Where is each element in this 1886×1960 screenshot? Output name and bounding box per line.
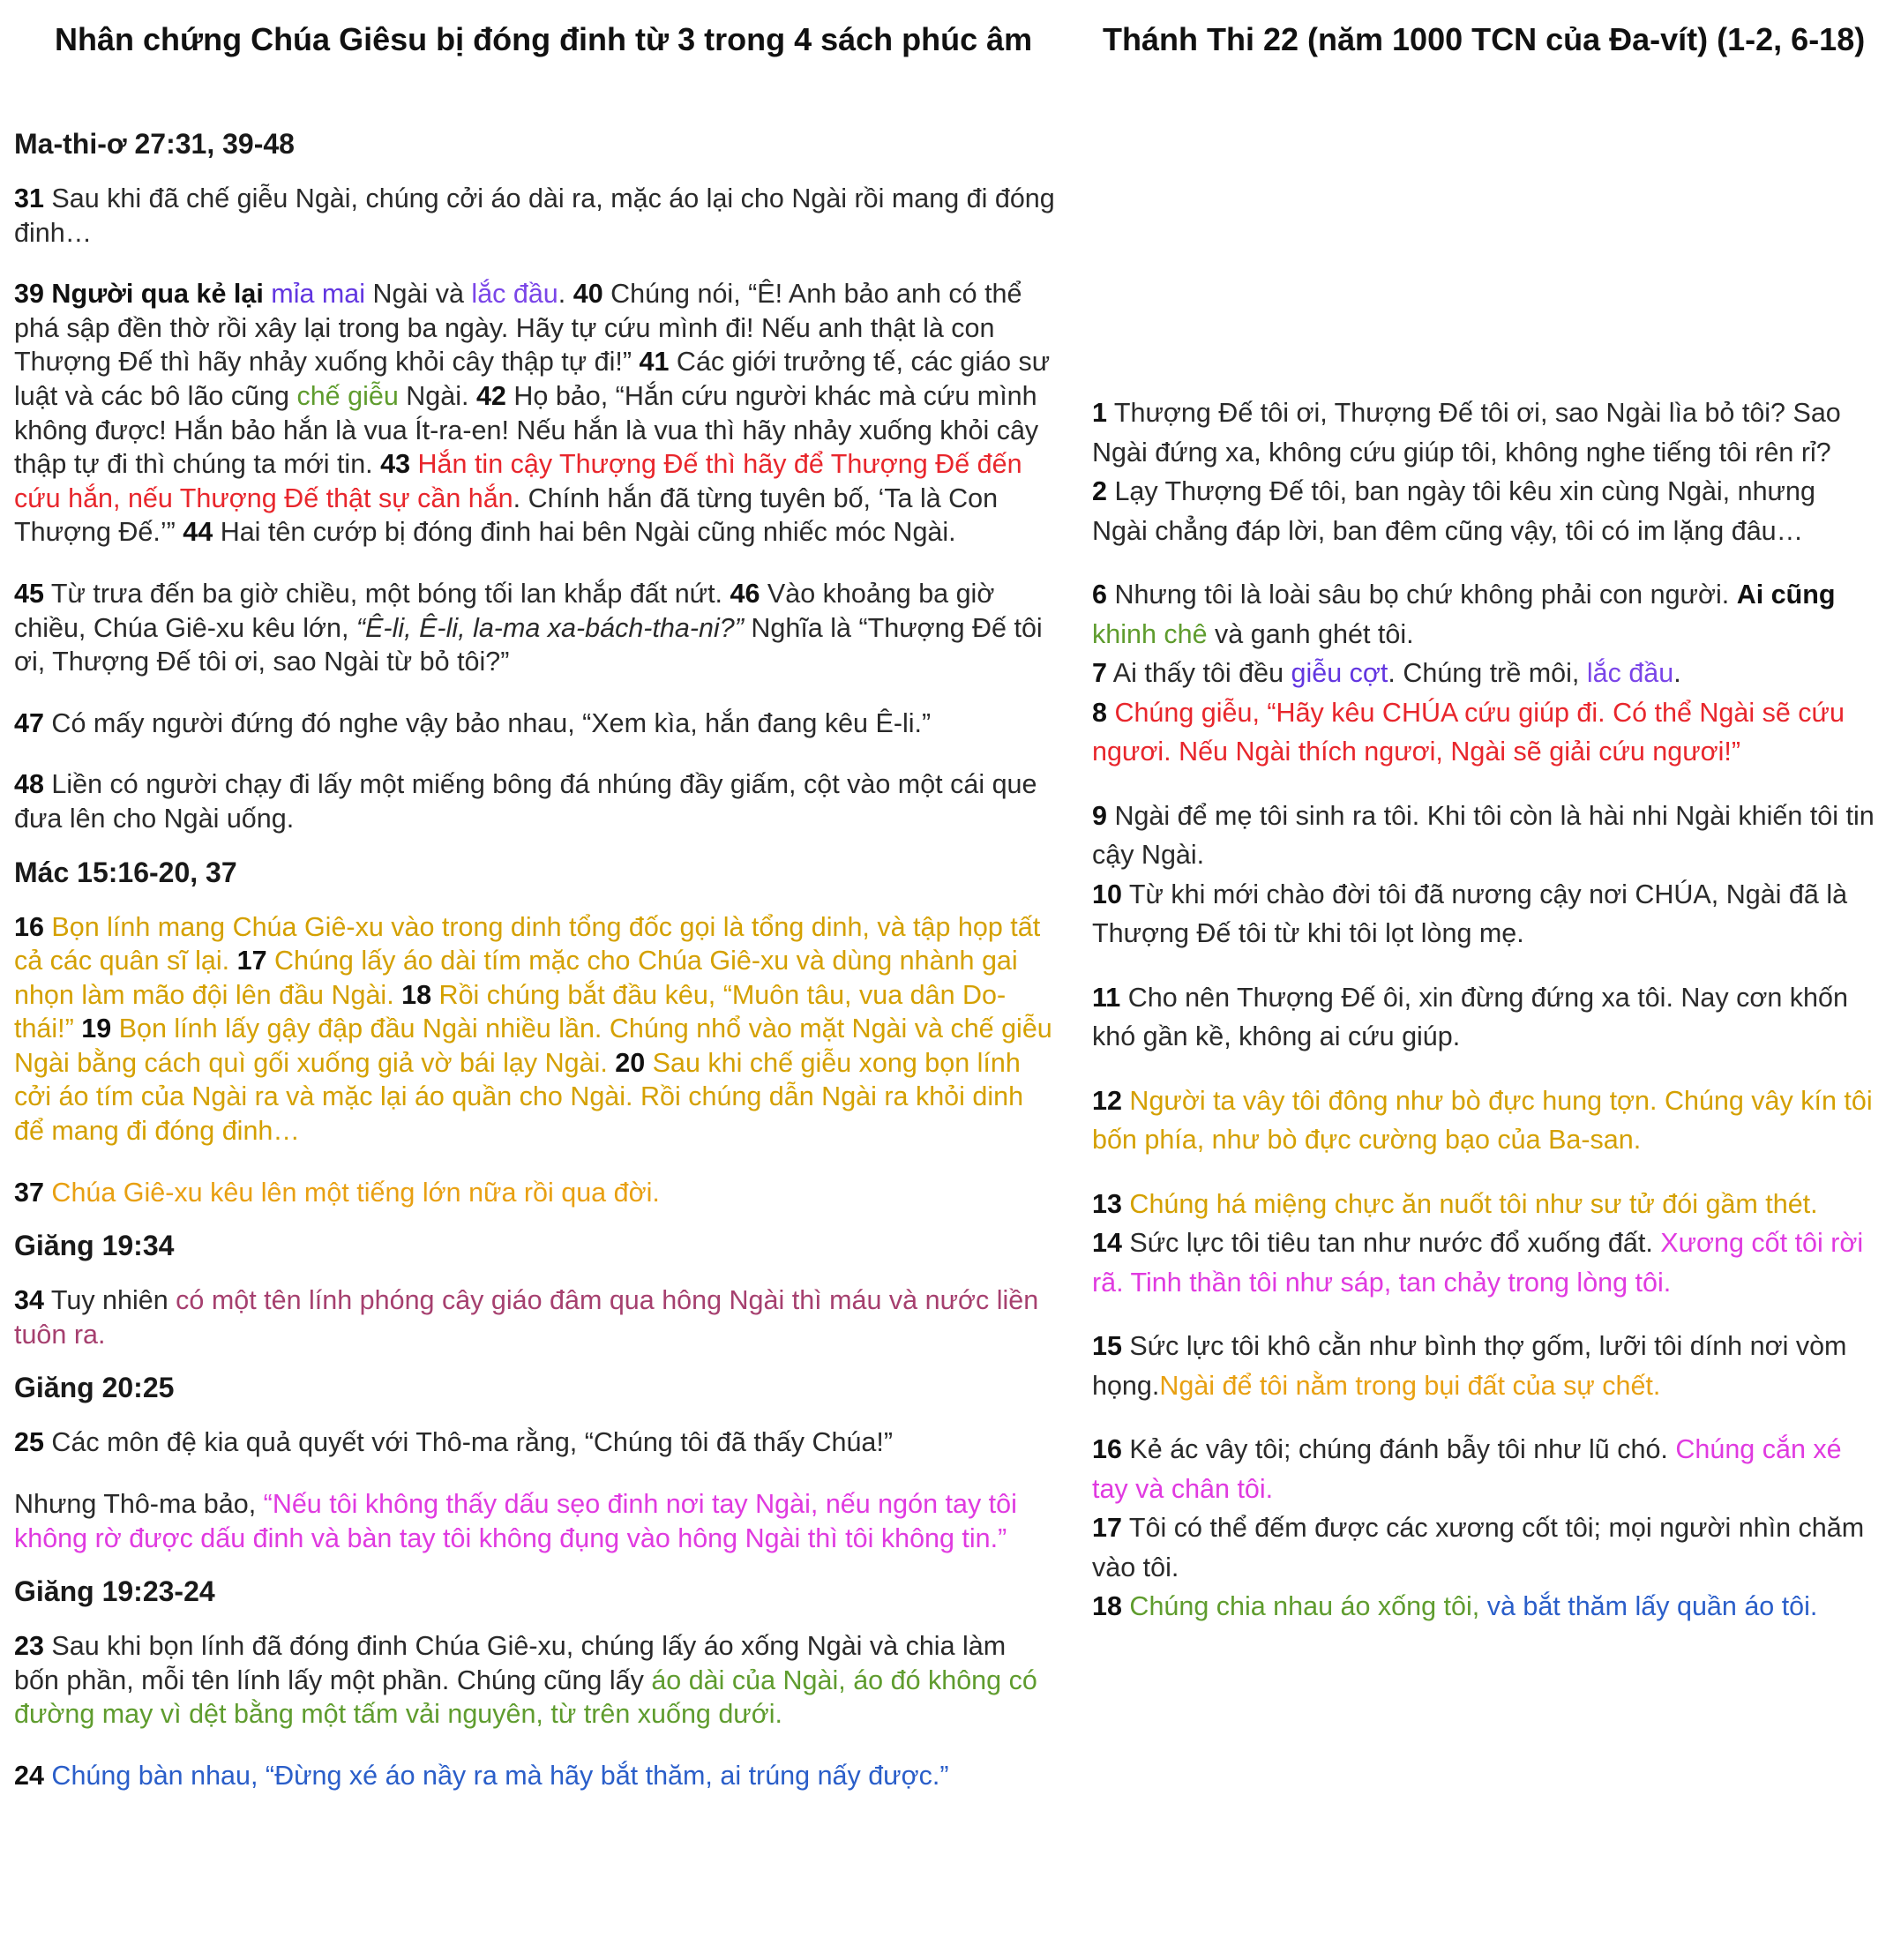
verse-text: Chúng há miệng chực ăn nuốt tôi như sư tử đói gầm thét. [1121,1188,1818,1219]
highlight-trust-god: Hắn tin cậy Thượng Đế thì hãy để Thượng Đế đến cứu hắn, nếu Thượng Đế thật sự cần hắn [14,449,1022,513]
verse-number: 44 [183,517,213,548]
verse-text: Nhưng tôi là loài sâu bọ chứ không phải con người. [1106,580,1737,610]
highlight-divide-garments: Chúng chia nhau áo xống tôi, [1121,1591,1487,1621]
highlight-dust-of-death: Ngài để tôi nằm trong bụi đất của sự chết. [1159,1370,1661,1401]
verse-number: 25 [14,1427,44,1458]
highlight-mocked-green: chế giễu [296,380,399,411]
verse-text: Chúa Giê-xu kêu lên một tiếng lớn nữa rồi qua đời. [43,1177,660,1208]
verse-ps-13-14 [1092,1185,1877,1303]
verse-mt-39-44 [14,277,1055,550]
verse-text: và ganh ghét tôi. [1207,618,1414,649]
verse-number: 12 [1092,1085,1122,1116]
verse-number: 15 [1092,1331,1122,1361]
highlight-shake-heads: lắc đầu [1586,658,1674,688]
verse-text: . [558,279,573,310]
verse-jn-23 [14,1629,1055,1732]
verse-text: Người ta vây tôi đông như bò đực hung tợn. Chúng vây kín tôi bốn phía, như bò đực cường bạo của Ba-san. [1092,1085,1873,1155]
verse-number: 16 [1092,1434,1122,1464]
verse-text: Họ bảo, “Hắn cứu người khác mà cứu mình không được! Hắn bảo hắn là vua Ít-ra-en! Nếu hắn là vua thì hãy nhảy xuống khỏi cây thập tự đi thì chúng ta mới tin. [14,380,1039,480]
verse-text: Liền có người chạy đi lấy một miếng bông đá nhúng đầy giấm, cột vào một cái que đưa lên cho Ngài uống. [14,769,1037,834]
verse-text: Cho nên Thượng Đế ôi, xin đừng đứng xa tôi. Nay cơn khốn khó gần kề, không ai cứu giúp. [1092,982,1848,1051]
verse-number: 16 [14,911,44,942]
gospel-column [14,123,1055,1821]
verse-number: 8 [1092,697,1107,728]
verse-number: 17 [236,946,267,976]
verse-text: Tuy nhiên [43,1285,176,1316]
highlight-trust-lord: Chúng giễu, “Hãy kêu CHÚA cứu giúp đi. Có thể Ngài sẽ cứu ngươi. Nếu Ngài thích ngươi, Ngài sẽ giải cứu ngươi!” [1092,697,1845,767]
verse-number: 6 [1092,580,1107,610]
verse-mt-31 [14,182,1055,250]
verse-text: Các môn đệ kia quả quyết với Thô-ma rằng, “Chúng tôi đã thấy Chúa!” [43,1427,893,1458]
psalm-column [1092,393,1877,1651]
verse-text: Ngài và [365,279,472,310]
verse-text: Ngài. [398,380,476,411]
verse-text: Sau khi chế giễu xong bọn lính cởi áo tím của Ngài ra và mặc lại áo quần cho Ngài. Rồi chúng dẫn Ngài ra khỏi dinh để mang đi đóng đinh… [14,1047,1024,1147]
verse-text: Các giới trưởng tế, các giáo sư luật và các bô lão cũng [14,347,1051,411]
verse-number: 42 [475,380,506,411]
highlight-despised: khinh chê [1092,618,1208,649]
verse-mt-47 [14,707,1055,741]
verse-number: 10 [1092,879,1122,909]
verse-number: 23 [14,1631,44,1662]
reference-matthew: Ma-thi-ơ 27:31, 39-48 [14,128,295,160]
verse-text: Hai tên cướp bị đóng đinh hai bên Ngài cũng nhiếc móc Ngài. [213,517,956,548]
verse-text-bold: Ai cũng [1736,580,1836,610]
verse-text: Kẻ ác vây tôi; chúng đánh bẫy tôi như lũ chó. [1121,1434,1676,1464]
verse-text: Thượng Đế tôi ơi, Thượng Đế tôi ơi, sao Ngài lìa bỏ tôi? Sao Ngài đứng xa, không cứu giúp tôi, không nghe tiếng tôi rên rỉ? [1092,398,1841,468]
verse-text: Có mấy người đứng đó nghe vậy bảo nhau, “Xem kìa, hắn đang kêu Ê-li.” [43,707,932,738]
verse-number: 14 [1092,1228,1122,1258]
verse-number: 47 [14,707,44,738]
verse-number: 39 [14,279,44,310]
highlight-cast-lots: và bắt thăm lấy quần áo tôi. [1486,1591,1818,1621]
verse-number: 18 [1092,1591,1122,1621]
verse-number: 34 [14,1285,44,1316]
highlight-mocked: mỉa mai [271,279,366,310]
verse-text: Sau khi đã chế giễu Ngài, chúng cởi áo dài ra, mặc áo lại cho Ngài rồi mang đi đóng đinh… [14,183,1055,248]
verse-text: . Chính hắn đã từng tuyên bố, ‘Ta là Con Thượng Đế.’” [14,483,999,548]
verse-text: Vào khoảng ba giờ chiều, Chúa Giê-xu kêu lớn, [14,578,995,643]
verse-text: . Chúng trề môi, [1388,658,1587,688]
verse-text: . [1673,658,1681,688]
highlight-mock: giễu cợt [1291,658,1388,688]
verse-ps-15 [1092,1327,1877,1405]
verse-text: Từ trưa đến ba giờ chiều, một bóng tối lan khắp đất nứt. [43,578,730,609]
highlight-shook-heads: lắc đầu [471,279,558,310]
verse-text: Nghĩa là “Thượng Đế tôi ơi, Thượng Đế tôi ơi, sao Ngài từ bỏ tôi?” [14,612,1043,677]
verse-text: Ngài để mẹ tôi sinh ra tôi. Khi tôi còn là hài nhi Ngài khiến tôi tin cậy Ngài. [1092,800,1875,870]
reference-mark: Mác 15:16-20, 37 [14,856,237,888]
verse-ps-11 [1092,978,1877,1057]
highlight-nail-marks: “Nếu tôi không thấy dấu sẹo đinh nơi tay Ngài, nếu ngón tay tôi không rờ được dấu đinh và bàn tay tôi không đụng vào hông Ngài thì tôi không tin.” [14,1489,1017,1553]
verse-ps-12 [1092,1081,1877,1160]
highlight-bones: Xương cốt tôi rời rã. Tinh thần tôi như sáp, tan chảy trong lòng tôi. [1092,1228,1864,1298]
verse-number: 2 [1092,476,1107,506]
verse-mk-16-20 [14,910,1055,1148]
verse-text: Rồi chúng bắt đầu kêu, “Muôn tâu, vua dân Do-thái!” [14,979,1007,1044]
verse-text: Bọn lính lấy gậy đập đầu Ngài nhiều lần. Chúng nhổ vào mặt Ngài và chế giễu Ngài bằng cách quì gối xuống giả vờ bái lạy Ngài. [14,1014,1052,1078]
verse-text-bold: Người qua kẻ lại [43,279,264,310]
verse-number: 9 [1092,800,1107,831]
verse-mt-45-46 [14,577,1055,679]
verse-text-italic: “Ê-li, Ê-li, la-ma xa-bách-tha-ni?” [355,612,744,643]
verse-number: 20 [615,1047,646,1078]
verse-jn-25-thomas [14,1487,1055,1555]
verse-text: Từ khi mới chào đời tôi đã nương cậy nơi CHÚA, Ngài đã là Thượng Đế tôi từ khi tôi lọt lòng mẹ. [1092,879,1848,948]
reference-john-20-25: Giăng 20:25 [14,1372,175,1404]
verse-text: Tôi có thể đếm được các xương cốt tôi; mọi người nhìn chăm vào tôi. [1092,1513,1865,1582]
highlight-pierced-side: có một tên lính phóng cây giáo đâm qua hông Ngài thì máu và nước liền tuôn ra. [14,1285,1039,1350]
verse-ps-16-18 [1092,1430,1877,1627]
verse-text: Sức lực tôi khô cằn như bình thợ gốm, lưỡi tôi dính nơi vòm họng. [1092,1331,1847,1401]
verse-number: 18 [401,979,432,1010]
verse-jn-25 [14,1425,1055,1460]
verse-text: Chúng lấy áo dài tím mặc cho Chúa Giê-xu và dùng nhành gai nhọn làm mão đội lên đầu Ngài. [14,946,1018,1010]
reference-john-19-34: Giăng 19:34 [14,1230,175,1262]
highlight-seamless-robe: áo dài của Ngài, áo đó không có đường may vì dệt bằng một tấm vải nguyên, từ trên xuống dưới. [14,1665,1037,1730]
verse-number: 45 [14,578,44,609]
verse-jn-24 [14,1759,1055,1793]
verse-ps-9-10 [1092,797,1877,954]
highlight-pierced-hands: Chúng cắn xé tay và chân tôi. [1092,1434,1842,1504]
verse-number: 11 [1092,982,1121,1013]
verse-number: 37 [14,1177,44,1208]
verse-ps-6-8 [1092,575,1877,772]
verse-jn-34 [14,1283,1055,1351]
verse-number: 46 [730,578,760,609]
verse-number: 41 [639,347,670,378]
verse-number: 19 [81,1014,112,1044]
right-column-title: Thánh Thi 22 (năm 1000 TCN của Đa-vít) (1-2, 6-18) [1103,21,1866,57]
verse-text: Ai thấy tôi đều [1106,658,1291,688]
verse-text: Lạy Thượng Đế tôi, ban ngày tôi kêu xin cùng Ngài, nhưng Ngài chẳng đáp lời, ban đêm cũng vậy, tôi có im lặng đâu… [1092,476,1815,546]
verse-number: 24 [14,1761,44,1791]
verse-number: 40 [573,279,603,310]
verse-text: Sức lực tôi tiêu tan như nước đổ xuống đất. [1121,1228,1661,1258]
verse-number: 13 [1092,1188,1122,1219]
verse-number: 48 [14,769,44,800]
verse-number: 31 [14,183,44,213]
highlight-cast-lots: Chúng bàn nhau, “Đừng xé áo nầy ra mà hãy bắt thăm, ai trúng nấy được.” [43,1761,949,1791]
verse-text: Chúng nói, “Ê! Anh bảo anh có thể phá sập đền thờ rồi xây lại trong ba ngày. Hãy tự cứu mình đi! Nếu anh thật là con Thượng Đế thì hãy nhảy xuống khỏi cây thập tự đi!” [14,279,1022,378]
reference-john-19-23: Giăng 19:23-24 [14,1575,215,1608]
verse-number: 17 [1092,1513,1122,1543]
verse-number: 43 [380,449,411,480]
verse-text: Bọn lính mang Chúa Giê-xu vào trong dinh tổng đốc gọi là tổng dinh, và tập họp tất cả các quân sĩ lại. [14,911,1041,976]
verse-text: Sau khi bọn lính đã đóng đinh Chúa Giê-xu, chúng lấy áo xống Ngài và chia làm bốn phần, mỗi tên lính lấy một phần. Chúng cũng lấy [14,1631,1007,1695]
verse-ps-1-2 [1092,393,1877,550]
left-column-title: Nhân chứng Chúa Giêsu bị đóng đinh từ 3 trong 4 sách phúc âm [55,21,1033,57]
verse-number: 1 [1092,398,1107,428]
verse-text: Nhưng Thô-ma bảo, [14,1489,264,1520]
verse-number: 7 [1092,658,1107,688]
verse-mt-48 [14,767,1055,835]
verse-mk-37 [14,1176,1055,1210]
